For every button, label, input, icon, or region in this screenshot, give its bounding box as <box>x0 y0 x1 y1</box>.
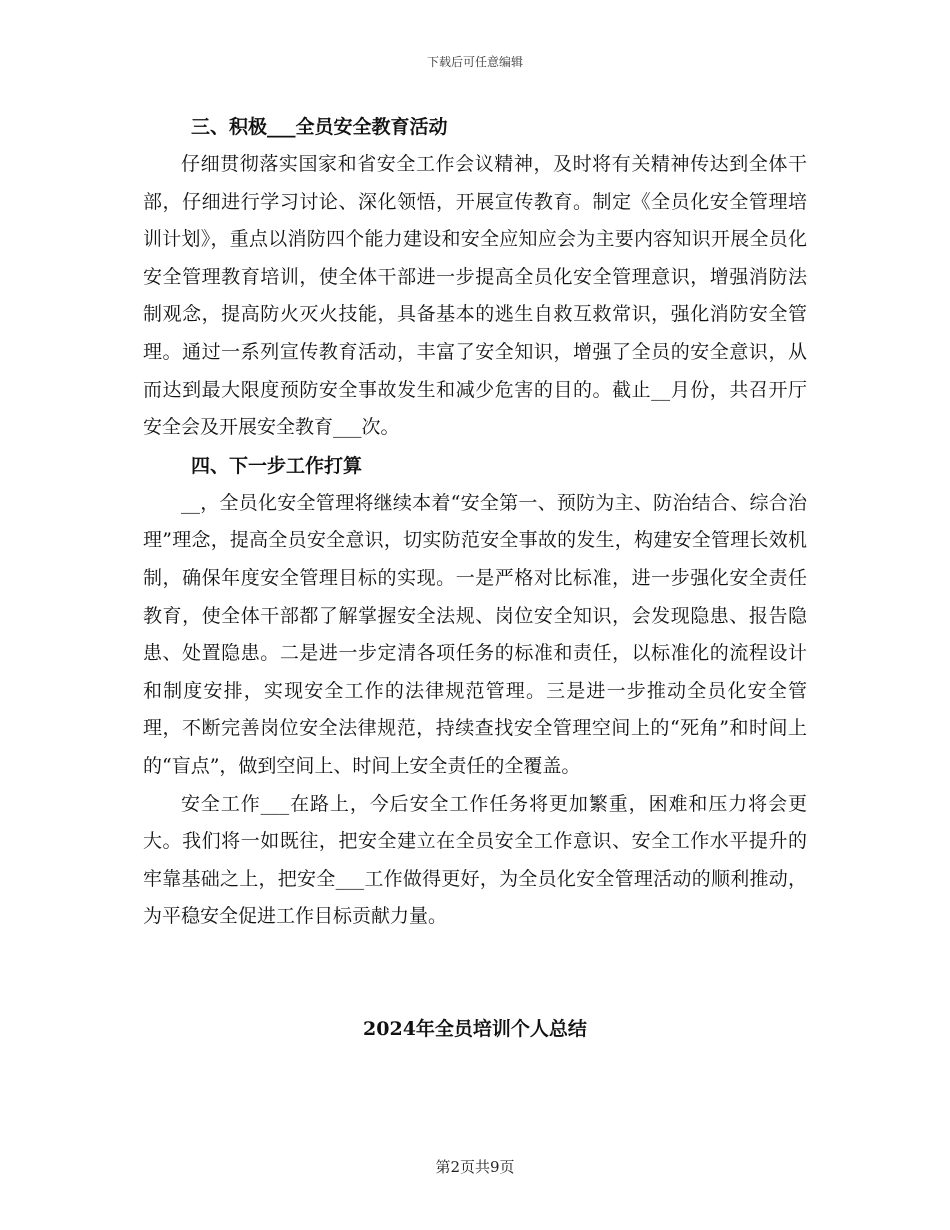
document-body <box>143 108 807 936</box>
page-footer: 第2页共9页 <box>435 1158 515 1176</box>
section-heading: 四、下一步工作打算 <box>191 454 363 477</box>
section-paragraph: 安全工作___在路上，今后安全工作任务将更加繁重，困难和压力将会更大。我们将一如既往，把安全建立在全员安全工作意识、安全工作水平提升的牢靠基础之上，把安全___工作做得更好，为全员化安全管理活动的顺利推动，为平稳安全促进工作目标贡献力量。 <box>143 792 807 928</box>
section-paragraph: 仔细贯彻落实国家和省安全工作会议精神，及时将有关精神传达到全体干部，仔细进行学习讨论、深化领悟，开展宣传教育。制定《全员化安全管理培训计划》，重点以消防四个能力建设和安全应知应会为主要内容知识开展全员化安全管理教育培训，使全体干部进一步提高全员化安全管理意识，增强消防法制观念，提高防火灭火技能，具备基本的逃生自救互救常识，强化消防安全管理。通过一系列宣传教育活动，丰富了安全知识，增强了全员的安全意识，从而达到最大限度预防安全事故发生和减少危害的目的。截止__月份，共召开厅安全会及开展安全教育___次。 <box>143 153 807 439</box>
section-paragraph: __，全员化安全管理将继续本着“安全第一、预防为主、防治结合、综合治理”理念，提高全员安全意识，切实防范安全事故的发生，构建安全管理长效机制，确保年度安全管理目标的实现。一是严格对比标准，进一步强化安全责任教育，使全体干部都了解掌握安全法规、岗位安全知识，会发现隐患、报告隐患、处置隐患。二是进一步定清各项任务的标准和责任，以标准化的流程设计和制度安排，实现安全工作的法律规范管理。三是进一步推动全员化安全管理，不断完善岗位安全法律规范，持续查找安全管理空间上的“死角”和时间上的“盲点”，做到空间上、时间上安全责任的全覆盖。 <box>143 491 807 777</box>
page-header: 下载后可任意编辑 <box>426 55 523 69</box>
document-title: 2024年全员培训个人总结 <box>363 1018 587 1040</box>
section-heading: 三、积极___全员安全教育活动 <box>191 116 448 138</box>
